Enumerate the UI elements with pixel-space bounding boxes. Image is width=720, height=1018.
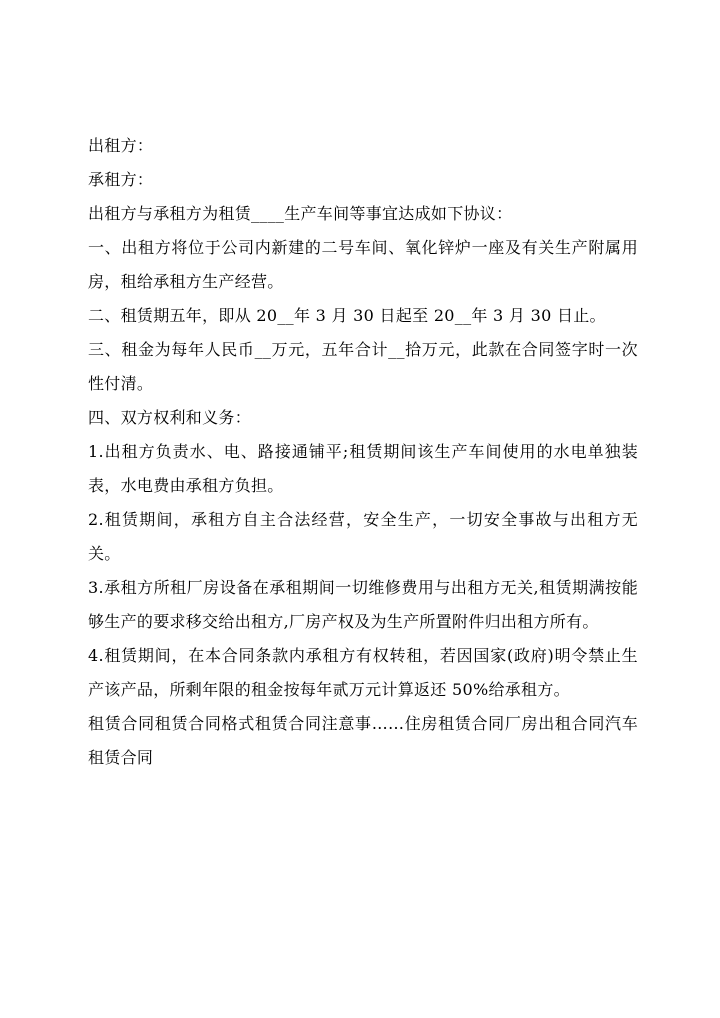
clause-4-heading: 四、双方权利和义务： (88, 408, 252, 427)
item-1: 1.出租方负责水、电、路接通铺平;租赁期间该生产车间使用的水电单独装表，水电费由承租方负担。 (88, 442, 638, 495)
item-4: 4.租赁期间，在本合同条款内承租方有权转租，若因国家(政府)明令禁止生产该产品，所剩年限的租金按每年贰万元计算返还 50%给承租方。 (88, 646, 638, 699)
clause-2: 二、租赁期五年，即从 20__年 3 月 30 日起至 20__年 3 月 30 日止。 (88, 306, 606, 325)
item-3: 3.承租方所租厂房设备在承租期间一切维修费用与出租方无关,租赁期满按能够生产的要求移交给出租方,厂房产权及为生产所置附件归出租方所有。 (88, 578, 638, 631)
clause-3: 三、租金为每年人民币__万元，五年合计__拾万元，此款在合同签字时一次性付清。 (88, 340, 638, 393)
clause-1: 一、出租方将位于公司内新建的二号车间、氧化锌炉一座及有关生产附属用房，租给承租方生产经营。 (88, 238, 638, 291)
contract-body (88, 129, 638, 775)
related-contracts-footer: 租赁合同租赁合同格式租赁合同注意事……住房租赁合同厂房出租合同汽车租赁合同 (88, 714, 638, 767)
lessor-line: 出租方： (88, 136, 154, 155)
lessee-line: 承租方： (88, 170, 154, 189)
item-2: 2.租赁期间，承租方自主合法经营，安全生产，一切安全事故与出租方无关。 (88, 510, 638, 563)
intro-paragraph: 出租方与承租方为租赁____生产车间等事宜达成如下协议： (88, 204, 513, 223)
